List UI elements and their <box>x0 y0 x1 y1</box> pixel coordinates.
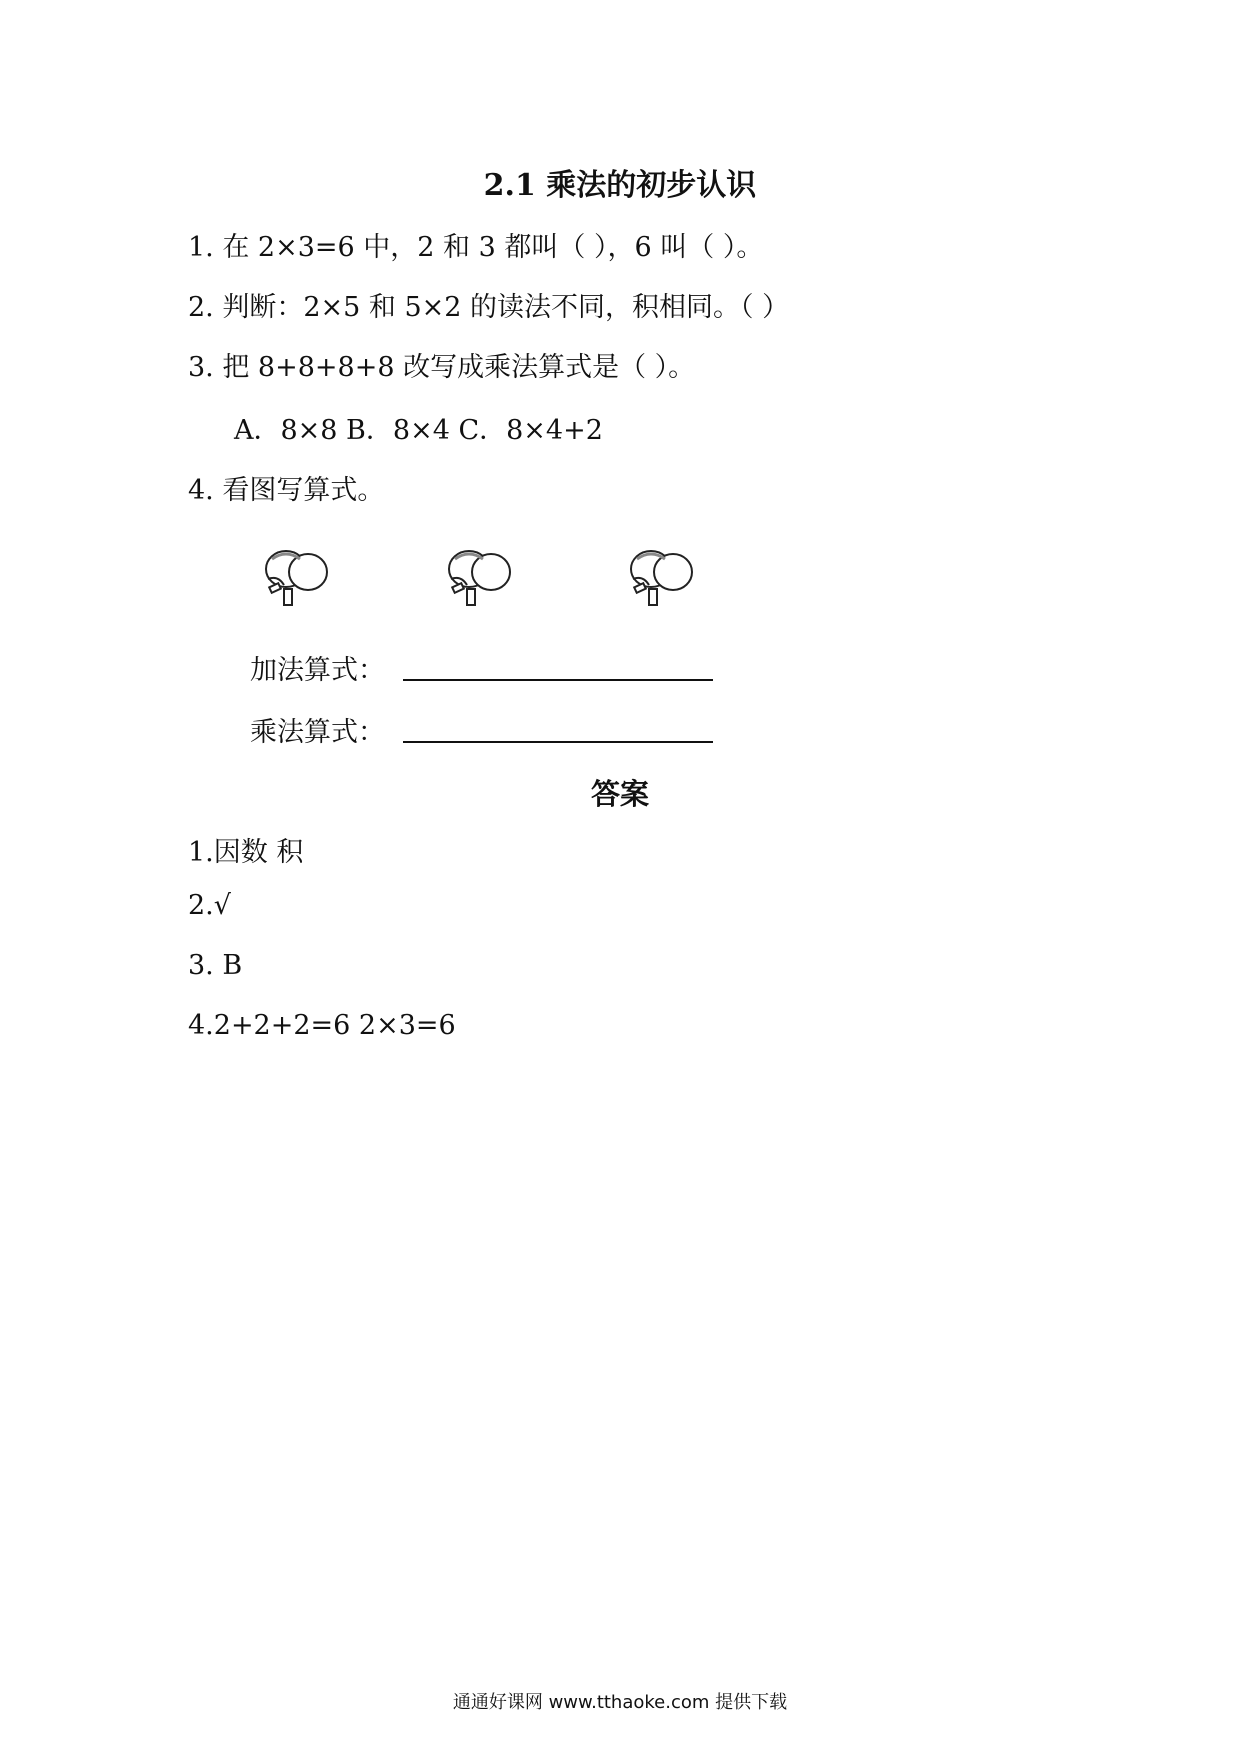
question-3-options: A．8×8 B．8×4 C．8×4+2 <box>234 415 603 446</box>
page-title: 2.1 乘法的初步认识 <box>483 168 757 203</box>
question-1: 1. 在 2×3=6 中，2 和 3 都叫（ ），6 叫（ ）。 <box>188 232 764 263</box>
multiplication-label: 乘法算式： <box>250 717 385 748</box>
answers-title: 答案 <box>590 777 649 811</box>
addition-blank[interactable] <box>403 679 713 681</box>
multiplication-blank[interactable] <box>403 741 713 743</box>
footer-source: 通通好课网 www.tthaoke.com 提供下载 <box>452 1692 788 1713</box>
ping-pong-paddles-icon <box>441 545 521 609</box>
answer-4: 4.2+2+2=6 2×3=6 <box>188 1010 456 1041</box>
answer-1: 1.因数 积 <box>188 837 304 868</box>
addition-label: 加法算式： <box>250 655 385 686</box>
ping-pong-paddles-icon <box>623 545 703 609</box>
answer-2: 2.√ <box>188 890 231 921</box>
ping-pong-paddles-icon <box>258 545 338 609</box>
question-4: 4. 看图写算式。 <box>188 475 385 506</box>
answer-3: 3. B <box>188 950 243 981</box>
question-3: 3. 把 8+8+8+8 改写成乘法算式是（ ）。 <box>188 352 696 383</box>
question-2: 2. 判断：2×5 和 5×2 的读法不同，积相同。（ ） <box>188 292 790 323</box>
